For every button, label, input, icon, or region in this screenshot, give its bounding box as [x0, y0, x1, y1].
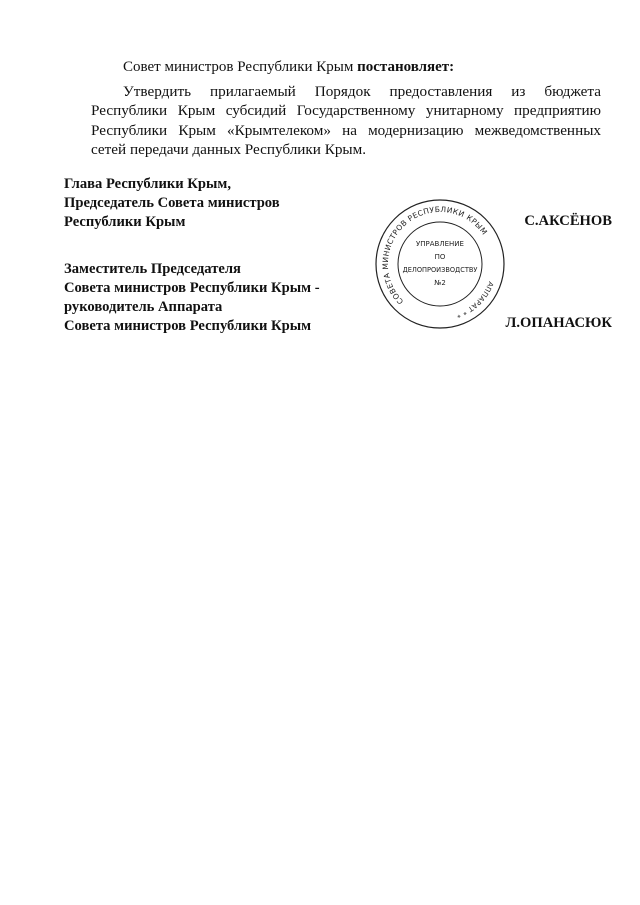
intro-bold: постановляет:: [357, 59, 455, 75]
signature-title-line: Председатель Совета министров: [64, 195, 280, 211]
signature-block-1: [64, 175, 280, 232]
intro-text: Совет министров Республики Крым: [123, 59, 354, 75]
intro-line: [123, 58, 454, 77]
signatory-name-2: Л.ОПАНАСЮК: [505, 315, 612, 331]
signature-title-line: Республики Крым: [64, 214, 186, 230]
official-stamp: [372, 196, 508, 332]
signature-title-line: руководитель Аппарата: [64, 299, 223, 315]
signature-title-line: Совета министров Республики Крым -: [64, 280, 320, 296]
signature-title-line: Заместитель Председателя: [64, 261, 241, 277]
signature-title-line: Совета министров Республики Крым: [64, 318, 312, 334]
stamp-bottom-text: АППАРАТ * *: [455, 280, 495, 320]
stamp-center-line: УПРАВЛЕНИЕ: [416, 240, 464, 248]
resolution-paragraph: Утвердить прилагаемый Порядок предоставления из бюджета Республики Крым субсидий Государственному унитарному предприятию Республики Крым «Крымтелеком» на модернизацию межведомственных сетей передачи данных Республики Крым.: [91, 83, 601, 159]
stamp-center-line: ДЕЛОПРОИЗВОДСТВУ: [402, 266, 478, 274]
signatory-name-1: С.АКСЁНОВ: [524, 213, 612, 229]
stamp-ring-text: СОВЕТА МИНИСТРОВ РЕСПУБЛИКИ КРЫМ: [380, 204, 490, 307]
signature-title-line: Глава Республики Крым,: [64, 176, 231, 192]
svg-text:АППАРАТ * *: [455, 280, 495, 319]
stamp-center-line: №2: [434, 279, 446, 287]
signature-block-2: [64, 260, 320, 336]
stamp-center-line: ПО: [434, 253, 446, 261]
